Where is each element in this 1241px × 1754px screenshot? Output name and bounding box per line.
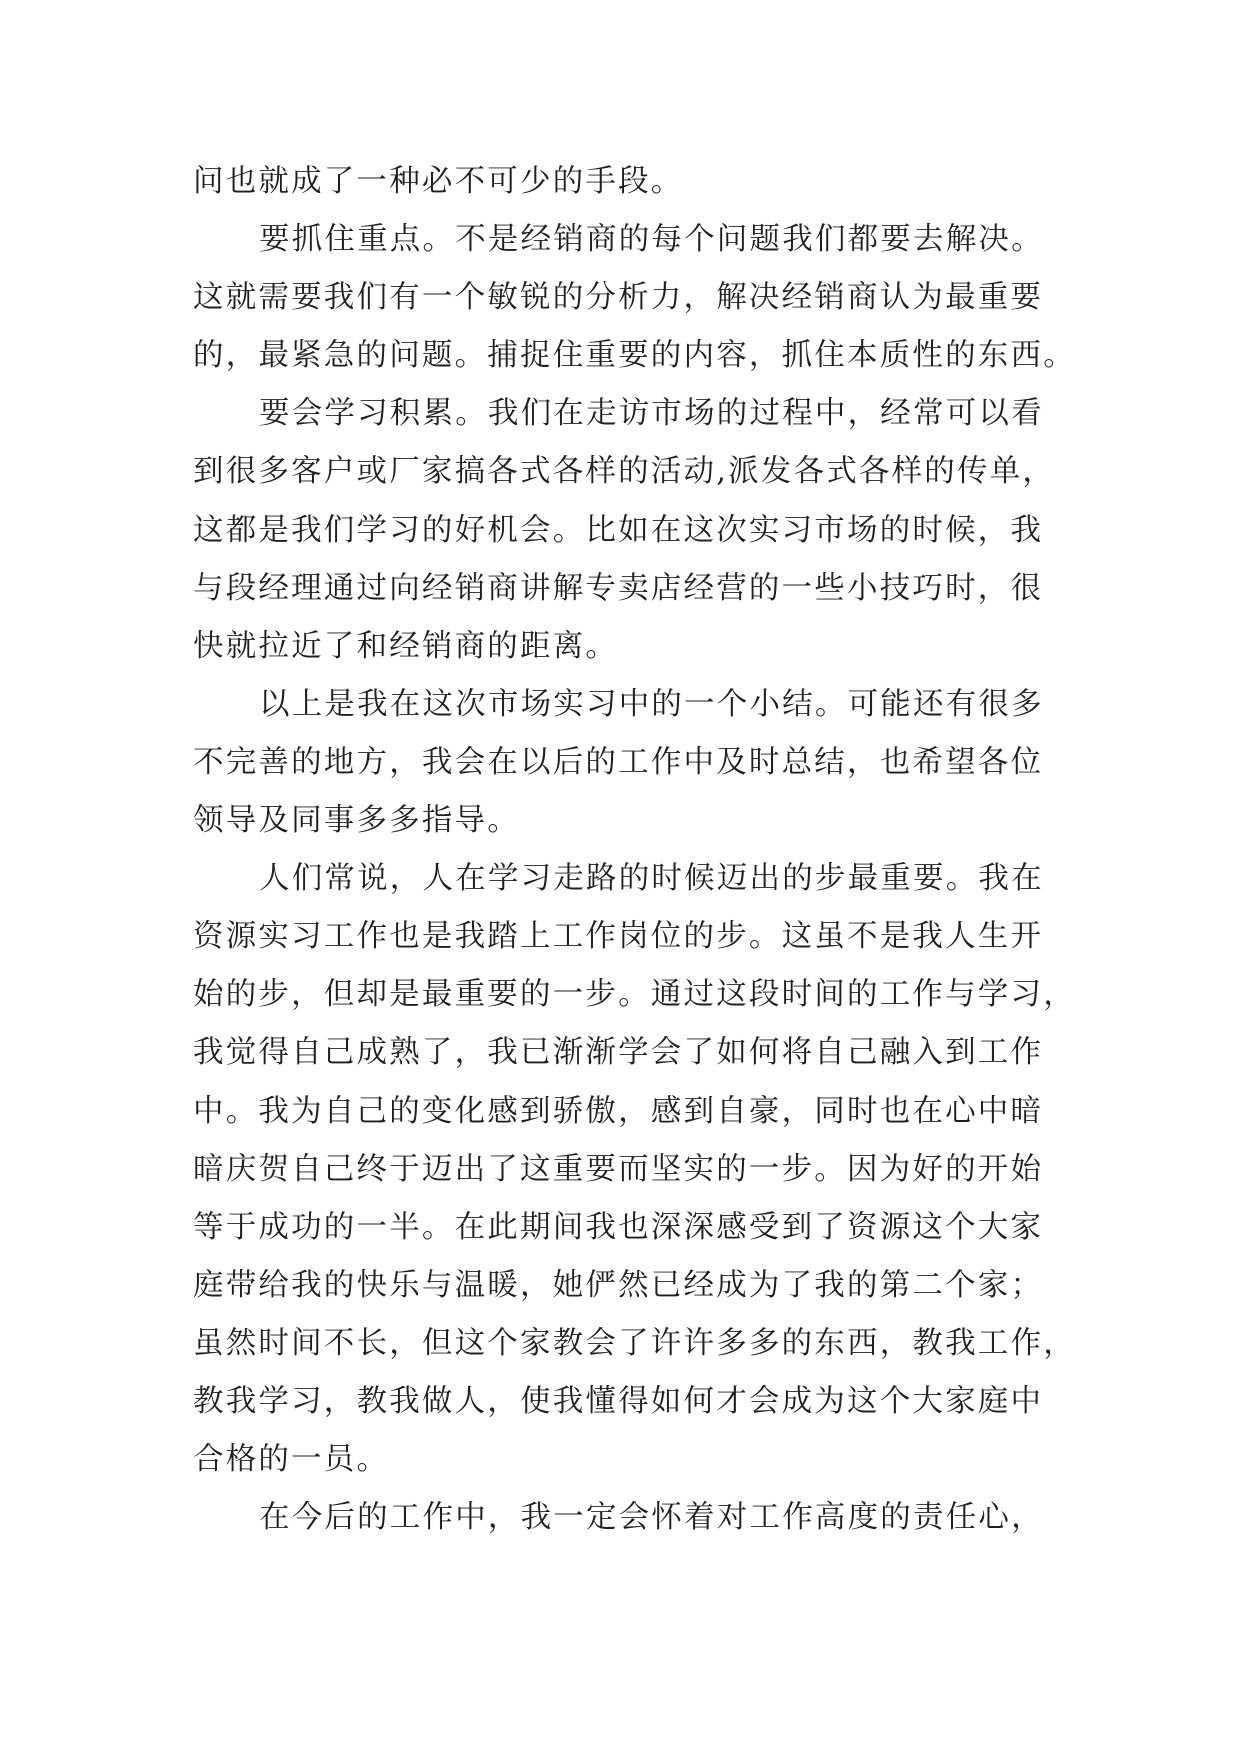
paragraph-first-line: 人们常说，人在学习走路的时候迈出的步最重要。我在 — [259, 861, 1044, 897]
text-line: 中。我为自己的变化感到骄傲，感到自豪，同时也在心中暗 — [193, 1093, 1044, 1129]
text-line: 的，最紧急的问题。捕捉住重要的内容，抓住本质性的东西。 — [193, 338, 1076, 374]
text-line: 快就拉近了和经销商的距离。 — [193, 628, 619, 664]
text-line: 不完善的地方，我会在以后的工作中及时总结，也希望各位 — [193, 744, 1044, 780]
text-line: 虽然时间不长，但这个家教会了许许多多的东西，教我工作， — [193, 1325, 1076, 1361]
text-line: 我觉得自己成熟了，我已渐渐学会了如何将自己融入到工作 — [193, 1035, 1044, 1071]
text-line: 这就需要我们有一个敏锐的分析力，解决经销商认为最重要 — [193, 280, 1044, 316]
document-body — [193, 153, 1076, 1547]
text-line: 庭带给我的快乐与温暖，她俨然已经成为了我的第二个家； — [193, 1267, 1044, 1303]
paragraph-first-line: 以上是我在这次市场实习中的一个小结。可能还有很多 — [259, 686, 1044, 722]
text-line: 教我学习，教我做人，使我懂得如何才会成为这个大家庭中 — [193, 1383, 1044, 1419]
text-line: 合格的一员。 — [193, 1442, 390, 1478]
text-line: 始的步，但却是最重要的一步。通过这段时间的工作与学习， — [193, 977, 1076, 1013]
text-line: 与段经理通过向经销商讲解专卖店经营的一些小技巧时，很 — [193, 570, 1044, 606]
text-line: 到很多客户或厂家搞各式各样的活动,派发各式各样的传单， — [193, 454, 1056, 490]
text-line: 领导及同事多多指导。 — [193, 803, 520, 839]
paragraph-first-line: 要抓住重点。不是经销商的每个问题我们都要去解决。 — [259, 222, 1044, 258]
paragraph-first-line: 在今后的工作中，我一定会怀着对工作高度的责任心， — [259, 1500, 1044, 1536]
text-line: 问也就成了一种必不可少的手段。 — [193, 164, 684, 199]
text-line: 等于成功的一半。在此期间我也深深感受到了资源这个大家 — [193, 1209, 1044, 1245]
text-line: 资源实习工作也是我踏上工作岗位的步。这虽不是我人生开 — [193, 919, 1044, 955]
text-line: 暗庆贺自己终于迈出了这重要而坚实的一步。因为好的开始 — [193, 1151, 1044, 1187]
paragraph-first-line: 要会学习积累。我们在走访市场的过程中，经常可以看 — [259, 396, 1044, 432]
text-line: 这都是我们学习的好机会。比如在这次实习市场的时候，我 — [193, 512, 1044, 548]
